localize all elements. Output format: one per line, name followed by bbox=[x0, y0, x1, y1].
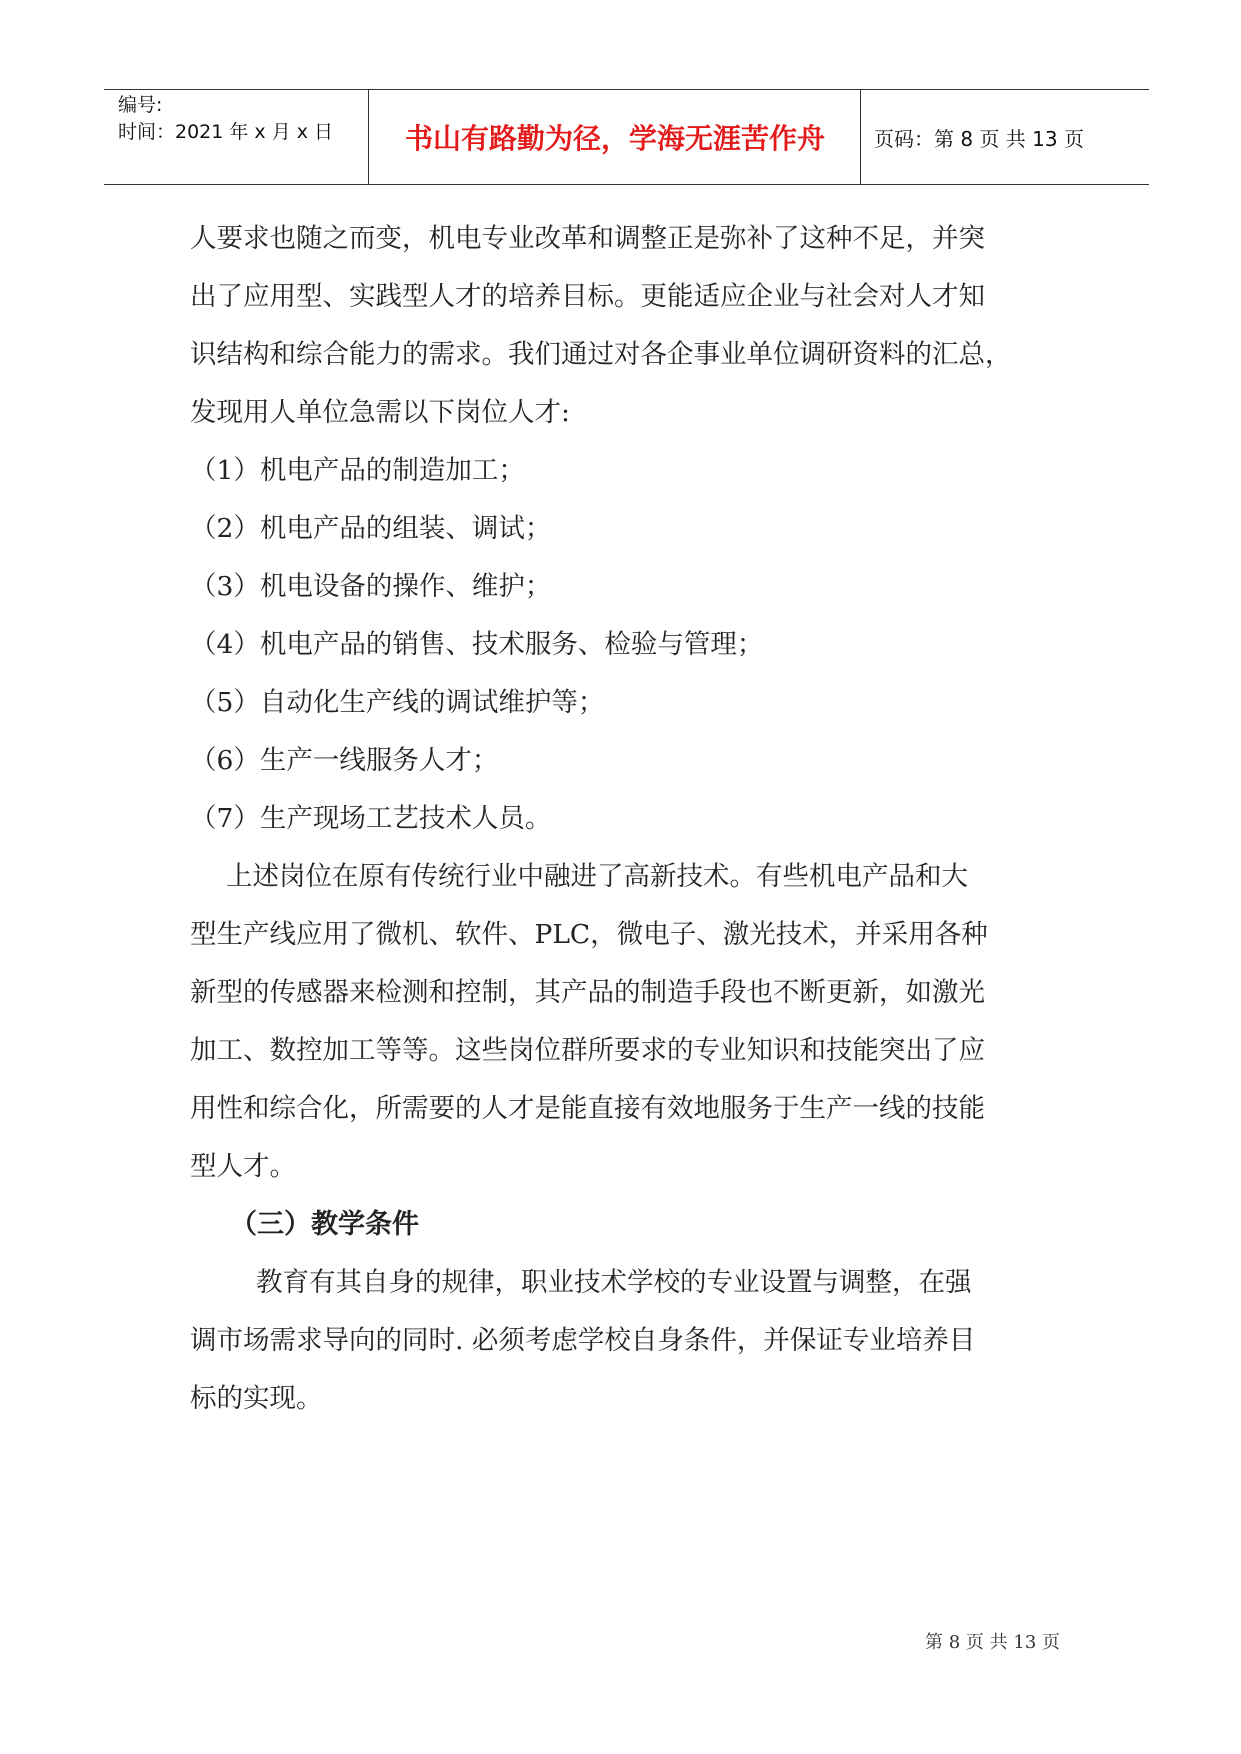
paragraph-line: 识结构和综合能力的需求。我们通过对各企事业单位调研资料的汇总， bbox=[190, 339, 1012, 370]
paragraph-line: 教育有其自身的规律，职业技术学校的专业设置与调整，在强 bbox=[256, 1267, 972, 1298]
paragraph-line: 用性和综合化，所需要的人才是能直接有效地服务于生产一线的技能 bbox=[190, 1093, 985, 1124]
paragraph-line: 调市场需求导向的同时. 必须考虑学校自身条件，并保证专业培养目 bbox=[190, 1325, 976, 1356]
header-divider bbox=[860, 90, 861, 184]
header-motto: 书山有路勤为径，学海无涯苦作舟 bbox=[404, 122, 825, 155]
header-divider bbox=[368, 90, 369, 184]
document-time-label: 时间：2021 年 x 月 x 日 bbox=[118, 121, 334, 143]
list-item: （3）机电设备的操作、维护； bbox=[190, 571, 552, 602]
paragraph-line: 新型的传感器来检测和控制，其产品的制造手段也不断更新，如激光 bbox=[190, 977, 985, 1008]
paragraph-line: 加工、数控加工等等。这些岗位群所要求的专业知识和技能突出了应 bbox=[190, 1035, 985, 1066]
document-number-label: 编号: bbox=[118, 94, 163, 116]
list-item: （4）机电产品的销售、技术服务、检验与管理； bbox=[190, 629, 764, 660]
page-header bbox=[104, 89, 1149, 185]
list-item: （5）自动化生产线的调试维护等； bbox=[190, 687, 605, 718]
paragraph-line: 型生产线应用了微机、软件、PLC，微电子、激光技术，并采用各种 bbox=[190, 919, 988, 950]
list-item: （2）机电产品的组装、调试； bbox=[190, 513, 552, 544]
paragraph-line: 出了应用型、实践型人才的培养目标。更能适应企业与社会对人才知 bbox=[190, 281, 985, 312]
paragraph-line: 标的实现。 bbox=[190, 1383, 323, 1414]
section-heading: （三）教学条件 bbox=[230, 1209, 419, 1240]
paragraph-line: 发现用人单位急需以下岗位人才: bbox=[190, 397, 570, 428]
list-item: （6）生产一线服务人才； bbox=[190, 745, 499, 776]
paragraph-line: 人要求也随之而变，机电专业改革和调整正是弥补了这种不足，并突 bbox=[190, 223, 985, 254]
paragraph-line: 型人才。 bbox=[190, 1151, 296, 1182]
list-item: （7）生产现场工艺技术人员。 bbox=[190, 803, 552, 834]
list-item: （1）机电产品的制造加工； bbox=[190, 455, 525, 486]
paragraph-line: 上述岗位在原有传统行业中融进了高新技术。有些机电产品和大 bbox=[226, 861, 968, 892]
page-footer: 第 8 页 共 13 页 bbox=[925, 1632, 1060, 1653]
header-page-number: 页码：第 8 页 共 13 页 bbox=[874, 126, 1084, 151]
